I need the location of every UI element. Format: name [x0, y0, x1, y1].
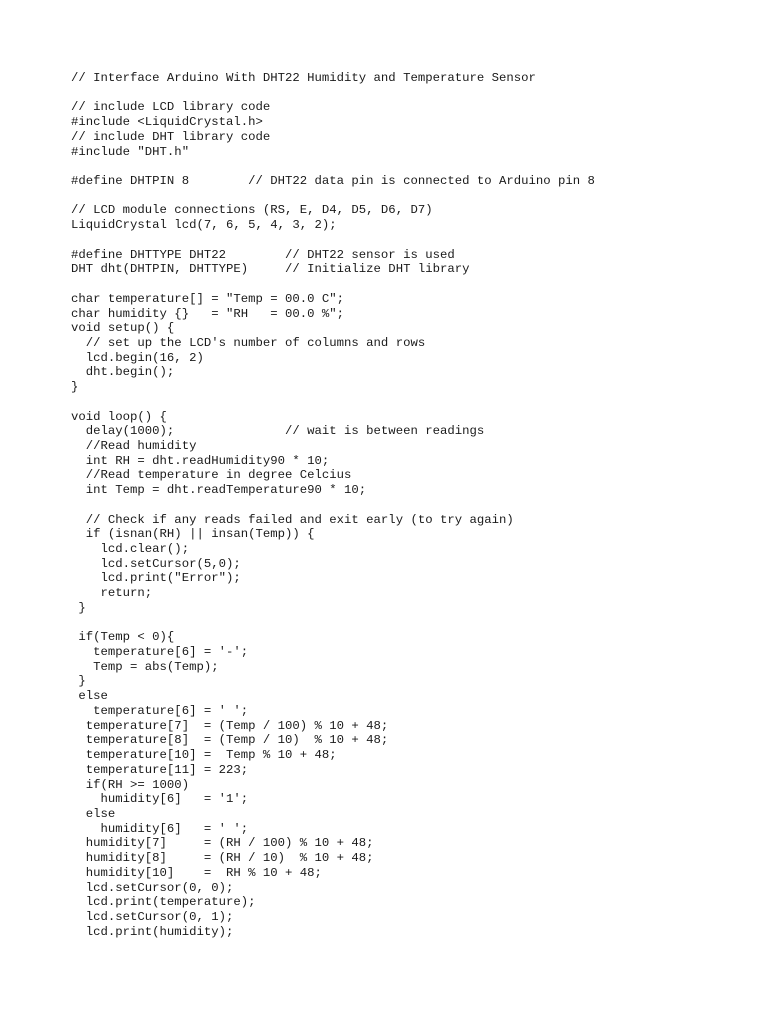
code-line: // set up the LCD's number of columns and rows — [71, 335, 426, 350]
code-line: lcd.print("Error"); — [71, 571, 241, 586]
code-line: lcd.setCursor(0, 0); — [71, 880, 234, 895]
code-line: //Read humidity — [71, 438, 197, 453]
code-line — [71, 233, 595, 248]
code-line — [71, 159, 595, 174]
code-line: humidity[10] = RH % 10 + 48; — [71, 865, 322, 880]
code-line — [71, 498, 595, 513]
code-line: int Temp = dht.readTemperature90 * 10; — [71, 483, 367, 498]
code-line — [71, 395, 595, 410]
code-line: else — [71, 689, 108, 704]
code-line: humidity[7] = (RH / 100) % 10 + 48; — [71, 836, 374, 851]
code-line: // include LCD library code — [71, 100, 271, 115]
code-line: lcd.setCursor(0, 1); — [71, 909, 234, 924]
code-line: // LCD module connections (RS, E, D4, D5, D6, D7) — [71, 203, 433, 218]
code-line: lcd.print(temperature); — [71, 895, 256, 910]
code-line: else — [71, 806, 116, 821]
code-listing — [71, 71, 595, 939]
code-line: lcd.print(humidity); — [71, 924, 234, 939]
code-line: int RH = dht.readHumidity90 * 10; — [71, 453, 330, 468]
code-line: temperature[8] = (Temp / 10) % 10 + 48; — [71, 733, 389, 748]
code-line: } — [71, 600, 86, 615]
code-line: temperature[11] = 223; — [71, 762, 249, 777]
code-line: temperature[6] = ' '; — [71, 703, 249, 718]
code-line: #define DHTPIN 8 // DHT22 data pin is connected to Arduino pin 8 — [71, 174, 595, 189]
code-line — [71, 277, 595, 292]
code-line — [71, 616, 595, 631]
code-line: temperature[6] = '-'; — [71, 645, 249, 660]
code-line: // include DHT library code — [71, 129, 271, 144]
code-line: // Check if any reads failed and exit early (to try again) — [71, 512, 514, 527]
code-line: } — [71, 380, 79, 395]
code-line — [71, 189, 595, 204]
code-line: } — [71, 674, 86, 689]
code-line: return; — [71, 586, 153, 601]
code-line: #include <LiquidCrystal.h> — [71, 115, 263, 130]
code-line: #include "DHT.h" — [71, 144, 190, 159]
code-line: dht.begin(); — [71, 365, 175, 380]
code-line: Temp = abs(Temp); — [71, 659, 219, 674]
code-line: char humidity {} = "RH = 00.0 %"; — [71, 306, 345, 321]
code-line: if(Temp < 0){ — [71, 630, 175, 645]
code-line — [71, 86, 595, 101]
code-line: lcd.clear(); — [71, 542, 190, 556]
code-line: if(RH >= 1000) — [71, 777, 190, 792]
code-line: void setup() { — [71, 321, 175, 336]
code-line: if (isnan(RH) || insan(Temp)) { — [71, 527, 315, 542]
code-line: humidity[6] = '1'; — [71, 792, 249, 807]
code-line: delay(1000); // wait is between readings — [71, 424, 485, 439]
code-line: humidity[6] = ' '; — [71, 821, 249, 836]
code-line: humidity[8] = (RH / 10) % 10 + 48; — [71, 851, 374, 866]
code-line: temperature[10] = Temp % 10 + 48; — [71, 748, 337, 763]
code-line: temperature[7] = (Temp / 100) % 10 + 48; — [71, 718, 389, 733]
code-line: //Read temperature in degree Celcius — [71, 468, 352, 483]
code-line: lcd.begin(16, 2) — [71, 350, 204, 365]
code-line: // Interface Arduino With DHT22 Humidity and Temperature Sensor — [71, 71, 536, 85]
code-line: LiquidCrystal lcd(7, 6, 5, 4, 3, 2); — [71, 218, 337, 233]
code-line: void loop() { — [71, 409, 167, 424]
code-line: char temperature[] = "Temp = 00.0 C"; — [71, 291, 345, 306]
code-line: #define DHTTYPE DHT22 // DHT22 sensor is used — [71, 247, 455, 262]
code-line: DHT dht(DHTPIN, DHTTYPE) // Initialize DHT library — [71, 262, 470, 277]
code-line: lcd.setCursor(5,0); — [71, 556, 241, 571]
